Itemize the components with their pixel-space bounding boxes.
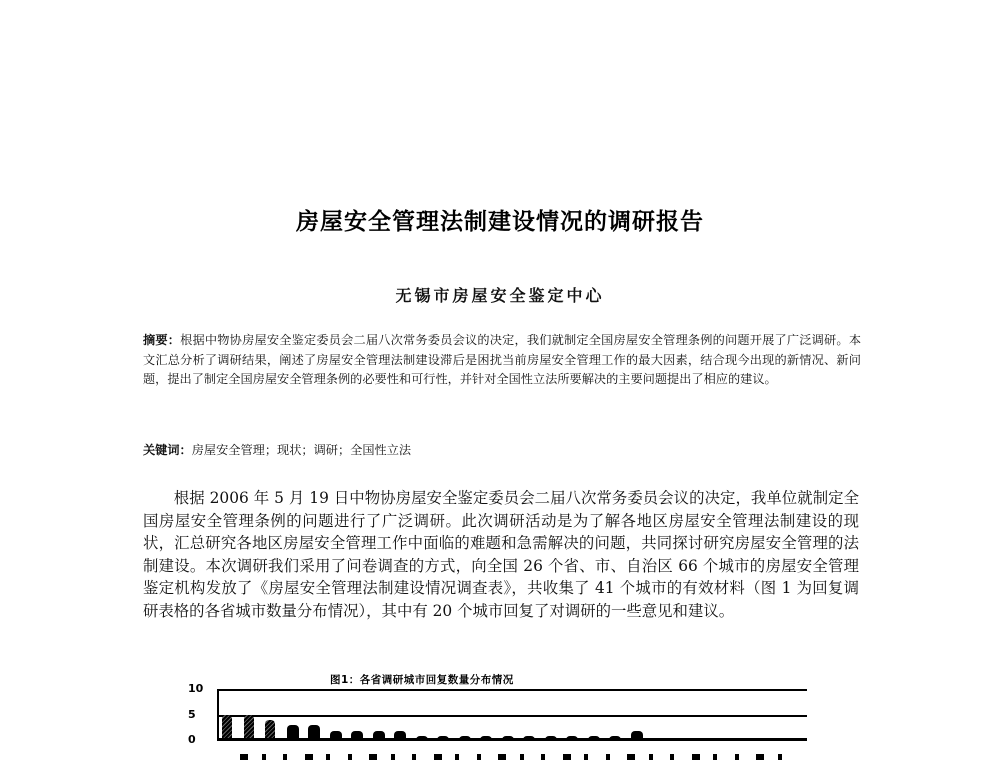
- x-label-fragment: [627, 754, 635, 760]
- x-label-fragment: [541, 754, 545, 760]
- x-label-fragment: [326, 754, 330, 760]
- x-label-fragment: [735, 754, 739, 760]
- x-label-fragment: [240, 754, 248, 760]
- keywords-label: 关键词：: [143, 443, 192, 457]
- y-tick-10: 10: [188, 682, 204, 695]
- x-label-fragment: [778, 754, 782, 760]
- x-label-fragment: [713, 754, 717, 760]
- x-label-fragment: [756, 754, 764, 760]
- figure-1-bar-chart: [180, 670, 870, 760]
- x-label-fragment: [670, 754, 674, 760]
- x-label-fragment: [305, 754, 313, 760]
- document-author: 无锡市房屋安全鉴定中心: [395, 286, 605, 305]
- x-label-fragment: [369, 754, 377, 760]
- bar-series: [222, 689, 807, 741]
- x-label-fragment: [434, 754, 442, 760]
- abstract: [143, 331, 861, 390]
- body-paragraph: 根据 2006 年 5 月 19 日中物协房屋安全鉴定委员会二届八次常务委员会议的决定，我单位就制定全国房屋安全管理条例的问题进行了广泛调研。此次调研活动是为了解各地区房屋安全管理法制建设的现状，汇总研究各地区房屋安全管理工作中面临的难题和急需解决的问题，共同探讨研究房屋安全管理的法制建设。本次调研我们采用了问卷调查的方式，向全国 26 个省、市、自治区 66 个城市的房屋安全管理鉴定机构发放了《房屋安全管理法制建设情况调查表》，共收集了 41 个城市的有效材料（图 1 为回复调研表格的各省城市数量分布情况），其中有 20 个城市回复了对调研的一些意见和建议。: [143, 489, 859, 620]
- x-axis-line: [219, 738, 807, 741]
- abstract-label: 摘要：: [143, 333, 181, 347]
- x-label-fragment: [412, 754, 416, 760]
- chart-title: 图1：各省调研城市回复数量分布情况: [330, 674, 514, 686]
- x-label-fragment: [606, 754, 610, 760]
- document-title: 房屋安全管理法制建设情况的调研报告: [296, 209, 704, 235]
- keywords: [143, 441, 861, 460]
- x-axis-labels-cut-off: [220, 754, 808, 760]
- keywords-text: 房屋安全管理；现状；调研；全国性立法: [191, 443, 412, 457]
- plot-area: [217, 689, 807, 741]
- y-tick-5: 5: [188, 708, 196, 721]
- x-label-fragment: [477, 754, 481, 760]
- x-label-fragment: [520, 754, 524, 760]
- x-label-fragment: [563, 754, 571, 760]
- x-label-fragment: [692, 754, 700, 760]
- x-label-fragment: [649, 754, 653, 760]
- x-label-fragment: [391, 754, 395, 760]
- x-label-fragment: [584, 754, 588, 760]
- y-tick-0: 0: [188, 733, 196, 746]
- x-label-fragment: [262, 754, 266, 760]
- x-label-fragment: [498, 754, 506, 760]
- x-label-fragment: [283, 754, 287, 760]
- x-label-fragment: [348, 754, 352, 760]
- abstract-text: 根据中物协房屋安全鉴定委员会二届八次常务委员会议的决定，我们就制定全国房屋安全管理条例的问题开展了广泛调研。本文汇总分析了调研结果，阐述了房屋安全管理法制建设滞后是困扰当前房屋安全管理工作的最大因素，结合现今出现的新情况、新问题，提出了制定全国房屋安全管理条例的必要性和可行性，并针对全国性立法所要解决的主要问题提出了相应的建议。: [143, 333, 862, 386]
- x-label-fragment: [455, 754, 459, 760]
